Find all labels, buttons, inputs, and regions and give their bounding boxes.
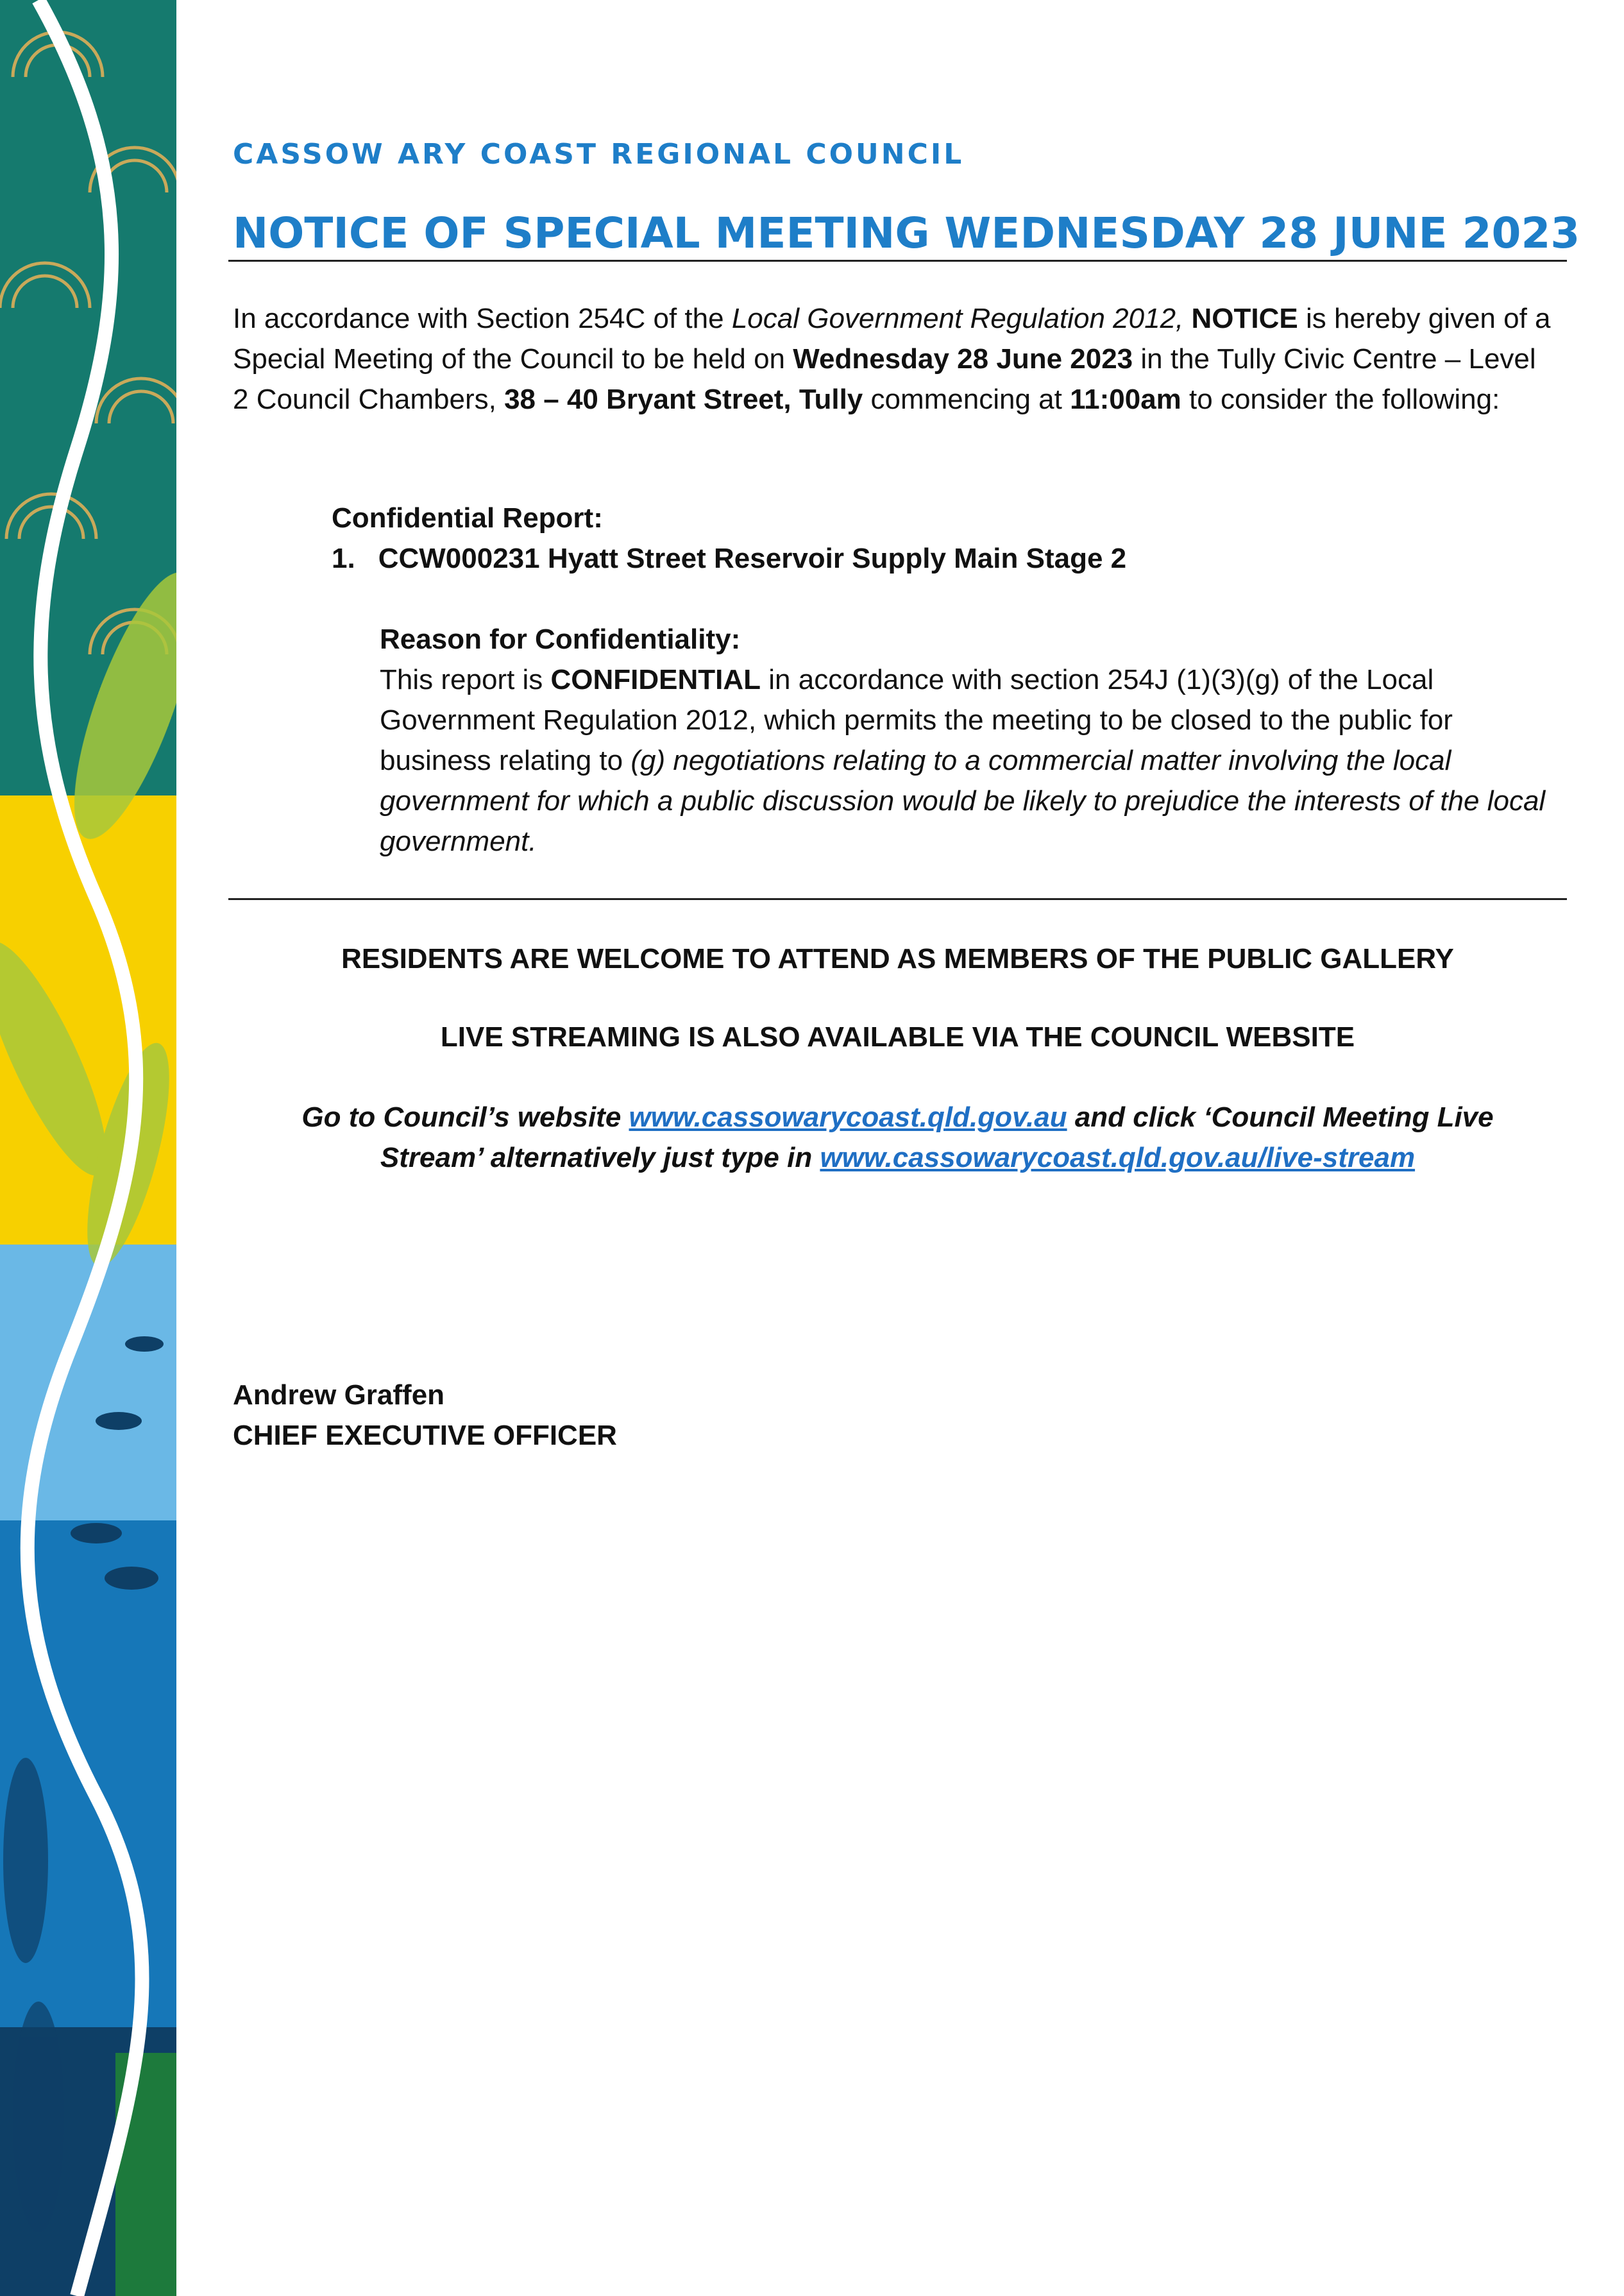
intro-paragraph: [233, 298, 1554, 420]
section-divider: [228, 898, 1567, 900]
regulation-name: Local Government Regulation 2012,: [731, 303, 1184, 334]
public-gallery-notice: RESIDENTS ARE WELCOME TO ATTEND AS MEMBERS OF THE PUBLIC GALLERY: [341, 943, 1454, 974]
intro-text: in the Tully Civic Centre – Level 2 Council Chambers,: [233, 343, 1536, 415]
intro-text: to consider the following:: [1181, 384, 1500, 415]
website-link[interactable]: www.cassowarycoast.qld.gov.au: [629, 1101, 1067, 1133]
report-item-title: CCW000231 Hyatt Street Reservoir Supply Main Stage 2: [378, 543, 1127, 574]
reason-text: This report is: [380, 664, 551, 695]
meeting-date: Wednesday 28 June 2023: [793, 343, 1133, 375]
signatory-role: CHIEF EXECUTIVE OFFICER: [233, 1420, 617, 1451]
reason-paragraph: [380, 659, 1560, 862]
title-divider: [228, 260, 1567, 262]
website-text: Go to Council’s website: [301, 1101, 629, 1133]
reason-heading: Reason for Confidentiality:: [380, 624, 741, 655]
report-item-number: 1.: [332, 543, 355, 574]
page-title: NOTICE OF SPECIAL MEETING WEDNESDAY 28 JUNE 2023: [233, 208, 1580, 258]
live-stream-link[interactable]: www.cassowarycoast.qld.gov.au/live-stream: [820, 1142, 1416, 1173]
website-text: and click ‘Council Meeting Live Stream’ alternatively just type in: [380, 1101, 1494, 1173]
decorative-sidebar: [0, 0, 176, 2296]
organization-name: CASSOW ARY COAST REGIONAL COUNCIL: [233, 138, 965, 171]
live-stream-notice: LIVE STREAMING IS ALSO AVAILABLE VIA THE COUNCIL WEBSITE: [440, 1021, 1355, 1053]
intro-text: [1183, 303, 1191, 334]
reason-clause: (g) negotiations relating to a commercial matter involving the local government for which a public discussion would be likely to prejudice the interests of the local government.: [380, 745, 1546, 857]
confidential-word: CONFIDENTIAL: [550, 664, 761, 695]
intro-text: commencing at: [863, 384, 1070, 415]
report-heading: Confidential Report:: [332, 502, 603, 534]
meeting-time: 11:00am: [1070, 384, 1181, 415]
notice-word: NOTICE: [1191, 303, 1298, 334]
signatory-name: Andrew Graffen: [233, 1379, 445, 1411]
website-instructions: [228, 1097, 1567, 1178]
reason-text: in accordance with section 254J (1)(3)(g) of the Local Government Regulation 2012, which permits the meeting to be closed to the public for business relating to: [380, 664, 1453, 776]
meeting-address: 38 – 40 Bryant Street, Tully: [504, 384, 863, 415]
intro-text: is hereby given of a Special Meeting of the Council to be held on: [233, 303, 1551, 375]
report-item: [332, 538, 1126, 579]
intro-text: In accordance with Section 254C of the: [233, 303, 732, 334]
